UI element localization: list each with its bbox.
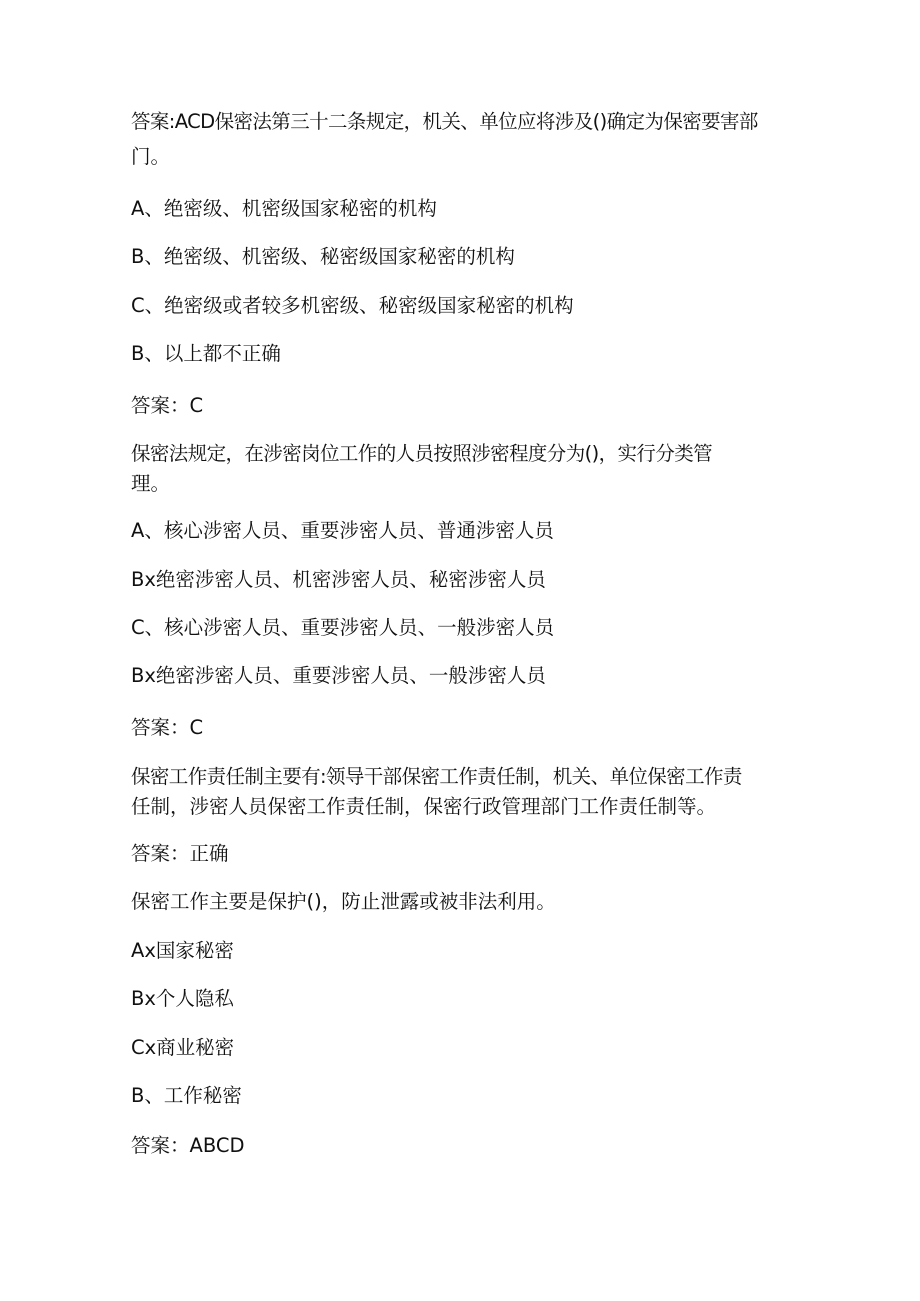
text-line: 答案:ACD保密法第三十二条规定，机关、单位应将涉及()确定为保密要害部 [131,110,758,133]
option-line: Cx商业秘密 [131,1036,235,1059]
answer-line: 答案：正确 [131,842,229,865]
option-line: A、核心涉密人员、重要涉密人员、普通涉密人员 [131,519,554,542]
question-line: 保密工作主要是保护()，防止泄露或被非法利用。 [131,890,556,913]
answer-line: 答案：ABCD [131,1134,245,1157]
option-line: B、绝密级、机密级、秘密级国家秘密的机构 [131,245,515,268]
option-line: Bx绝密涉密人员、重要涉密人员、一般涉密人员 [131,664,546,687]
answer-line: 答案：C [131,716,204,739]
answer-line: 答案：C [131,394,204,417]
question-line: 理。 [131,472,171,495]
question-line: 保密工作责任制主要有:领导干部保密工作责任制，机关、单位保密工作责 [131,765,742,788]
option-line: C、绝密级或者较多机密级、秘密级国家秘密的机构 [131,294,574,317]
option-line: Bx绝密涉密人员、机密涉密人员、秘密涉密人员 [131,568,546,591]
option-line: B、以上都不正确 [131,342,281,365]
option-line: C、核心涉密人员、重要涉密人员、一般涉密人员 [131,616,555,639]
option-line: A、绝密级、机密级国家秘密的机构 [131,197,437,220]
option-line: Bx个人隐私 [131,987,234,1010]
question-line: 保密法规定，在涉密岗位工作的人员按照涉密程度分为()，实行分类管 [131,442,713,465]
question-line: 任制，涉密人员保密工作责任制，保密行政管理部门工作责任制等。 [131,795,717,818]
option-line: B、工作秘密 [131,1084,242,1107]
option-line: Ax国家秘密 [131,939,234,962]
text-line: 门。 [131,145,171,168]
